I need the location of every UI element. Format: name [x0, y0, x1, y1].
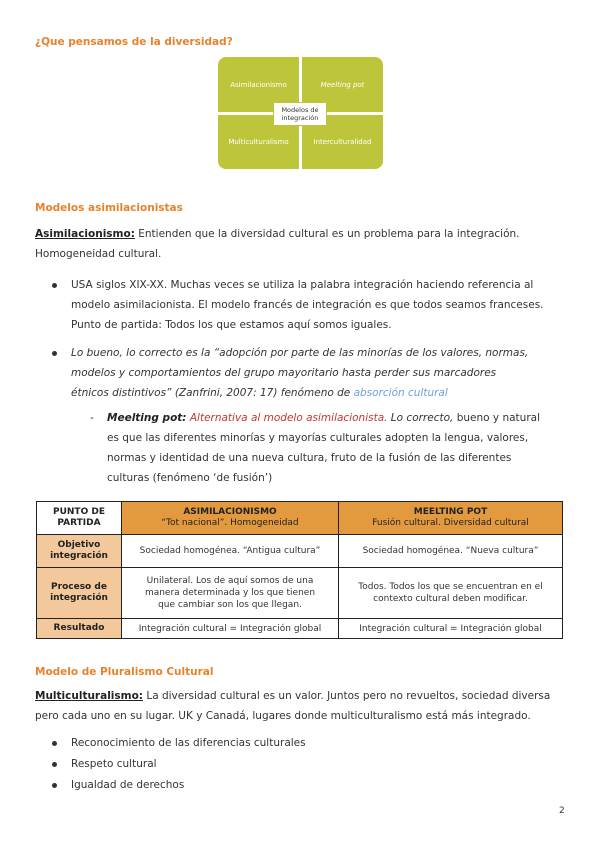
header-punto-partida: PUNTO DE PARTIDA — [37, 502, 122, 535]
header-asimilacionismo: ASIMILACIONISMO “Tot nacional”. Homogeneidad — [122, 502, 339, 535]
meelting-pot-red: Alternativa al modelo asimilacionista. — [186, 412, 388, 424]
bullet-usa — [71, 275, 565, 335]
multiculturalismo-term: Multiculturalismo: — [35, 690, 143, 702]
multiculturalismo-paragraph — [35, 686, 570, 726]
meelting-pot-correcto: Lo correcto, — [387, 412, 454, 424]
list-item: Respeto cultural — [71, 758, 157, 770]
row-head-proceso: Proceso de integración — [37, 568, 122, 619]
bullet-usa-line3: Punto de partida: Todos los que estamos aquí somos iguales. — [71, 319, 392, 331]
bullet-zanfrini-line3: étnicos distintivos” (Zanfrini, 2007: 17) fenómeno de — [71, 387, 354, 399]
comparison-table — [36, 501, 563, 639]
meelting-pot-term: Meelting pot: — [107, 412, 187, 424]
bullet-dot — [52, 351, 57, 356]
table-row — [37, 568, 563, 619]
bullet-dot — [52, 741, 57, 746]
center-label-line2: integración — [281, 114, 319, 122]
multiculturalismo-line1: La diversidad cultural es un valor. Juntos pero no revueltos, sociedad diversa — [143, 690, 551, 702]
quadrant-interculturalidad: Interculturalidad — [302, 115, 383, 169]
sub-bullet-dash: - — [90, 412, 94, 424]
cell-proceso-asim: Unilateral. Los de aquí somos de una manera determinada y los que tienen que cambiar son los que llegan. — [122, 568, 339, 619]
table-row — [37, 535, 563, 568]
bullet-usa-line2: modelo asimilacionista. El modelo francés de integración es que todos seamos franceses. — [71, 299, 544, 311]
asimilacionismo-paragraph — [35, 224, 565, 264]
cell-resultado-asim: Integración cultural = Integración global — [122, 619, 339, 639]
asimilacionismo-term: Asimilacionismo: — [35, 228, 135, 240]
section-title-pluralismo: Modelo de Pluralismo Cultural — [35, 666, 214, 678]
table-row — [37, 619, 563, 639]
meelting-pot-line2: es que las diferentes minorías y mayorías culturales adopten la lengua, valores, — [107, 432, 529, 444]
table-header-row — [37, 502, 563, 535]
bullet-dot — [52, 783, 57, 788]
asimilacionismo-line2: Homogeneidad cultural. — [35, 248, 162, 260]
heading-diversity: ¿Que pensamos de la diversidad? — [35, 36, 233, 48]
quadrant-meelting-pot: Meelting pot — [302, 57, 383, 112]
cell-objetivo-asim: Sociedad homogénea. “Antigua cultura” — [122, 535, 339, 568]
absorcion-cultural-link[interactable]: absorción cultural — [353, 387, 448, 399]
bullet-dot — [52, 762, 57, 767]
meelting-pot-line3: normas y identidad de una nueva cultura, fruto de la fusión de las diferentes — [107, 452, 512, 464]
list-item: Reconocimiento de las diferencias culturales — [71, 737, 306, 749]
bullet-zanfrini-line1: Lo bueno, lo correcto es la “adopción por parte de las minorías de los valores, normas, — [71, 347, 529, 359]
page-number: 2 — [559, 806, 565, 816]
cell-objetivo-meelting: Sociedad homogénea. “Nueva cultura” — [339, 535, 563, 568]
bullet-usa-line1: USA siglos XIX-XX. Muchas veces se utiliza la palabra integración haciendo referencia al — [71, 279, 534, 291]
row-head-objetivo: Objetivo integración — [37, 535, 122, 568]
header-meelting-pot: MEELTING POT Fusión cultural. Diversidad cultural — [339, 502, 563, 535]
meelting-pot-rest1: bueno y natural — [453, 412, 540, 424]
diagram-center-label — [273, 102, 327, 126]
bullet-dot — [52, 283, 57, 288]
multiculturalismo-line2: pero cada uno en su lugar. UK y Canadá, lugares donde multiculturalismo está más integrado. — [35, 710, 531, 722]
bullet-zanfrini-line2: modelos y comportamientos del grupo mayoritario hasta perder sus marcadores — [71, 367, 497, 379]
list-item: Igualdad de derechos — [71, 779, 185, 791]
meelting-pot-line4: culturas (fenómeno ‘de fusión’) — [107, 472, 273, 484]
quadrant-asimilacionismo: Asimilacionismo — [218, 57, 299, 112]
center-label-line1: Modelos de — [281, 106, 319, 114]
cell-resultado-meelting: Integración cultural = Integración global — [339, 619, 563, 639]
cell-proceso-meelting: Todos. Todos los que se encuentran en el contexto cultural deben modificar. — [339, 568, 563, 619]
asimilacionismo-line1: Entienden que la diversidad cultural es un problema para la integración. — [134, 228, 520, 240]
sub-bullet-meelting — [107, 408, 565, 488]
quadrant-multiculturalismo: Multiculturalismo — [218, 115, 299, 169]
bullet-zanfrini — [71, 343, 565, 403]
row-head-resultado: Resultado — [37, 619, 122, 639]
section-title-asimilacionistas: Modelos asimilacionistas — [35, 202, 183, 214]
